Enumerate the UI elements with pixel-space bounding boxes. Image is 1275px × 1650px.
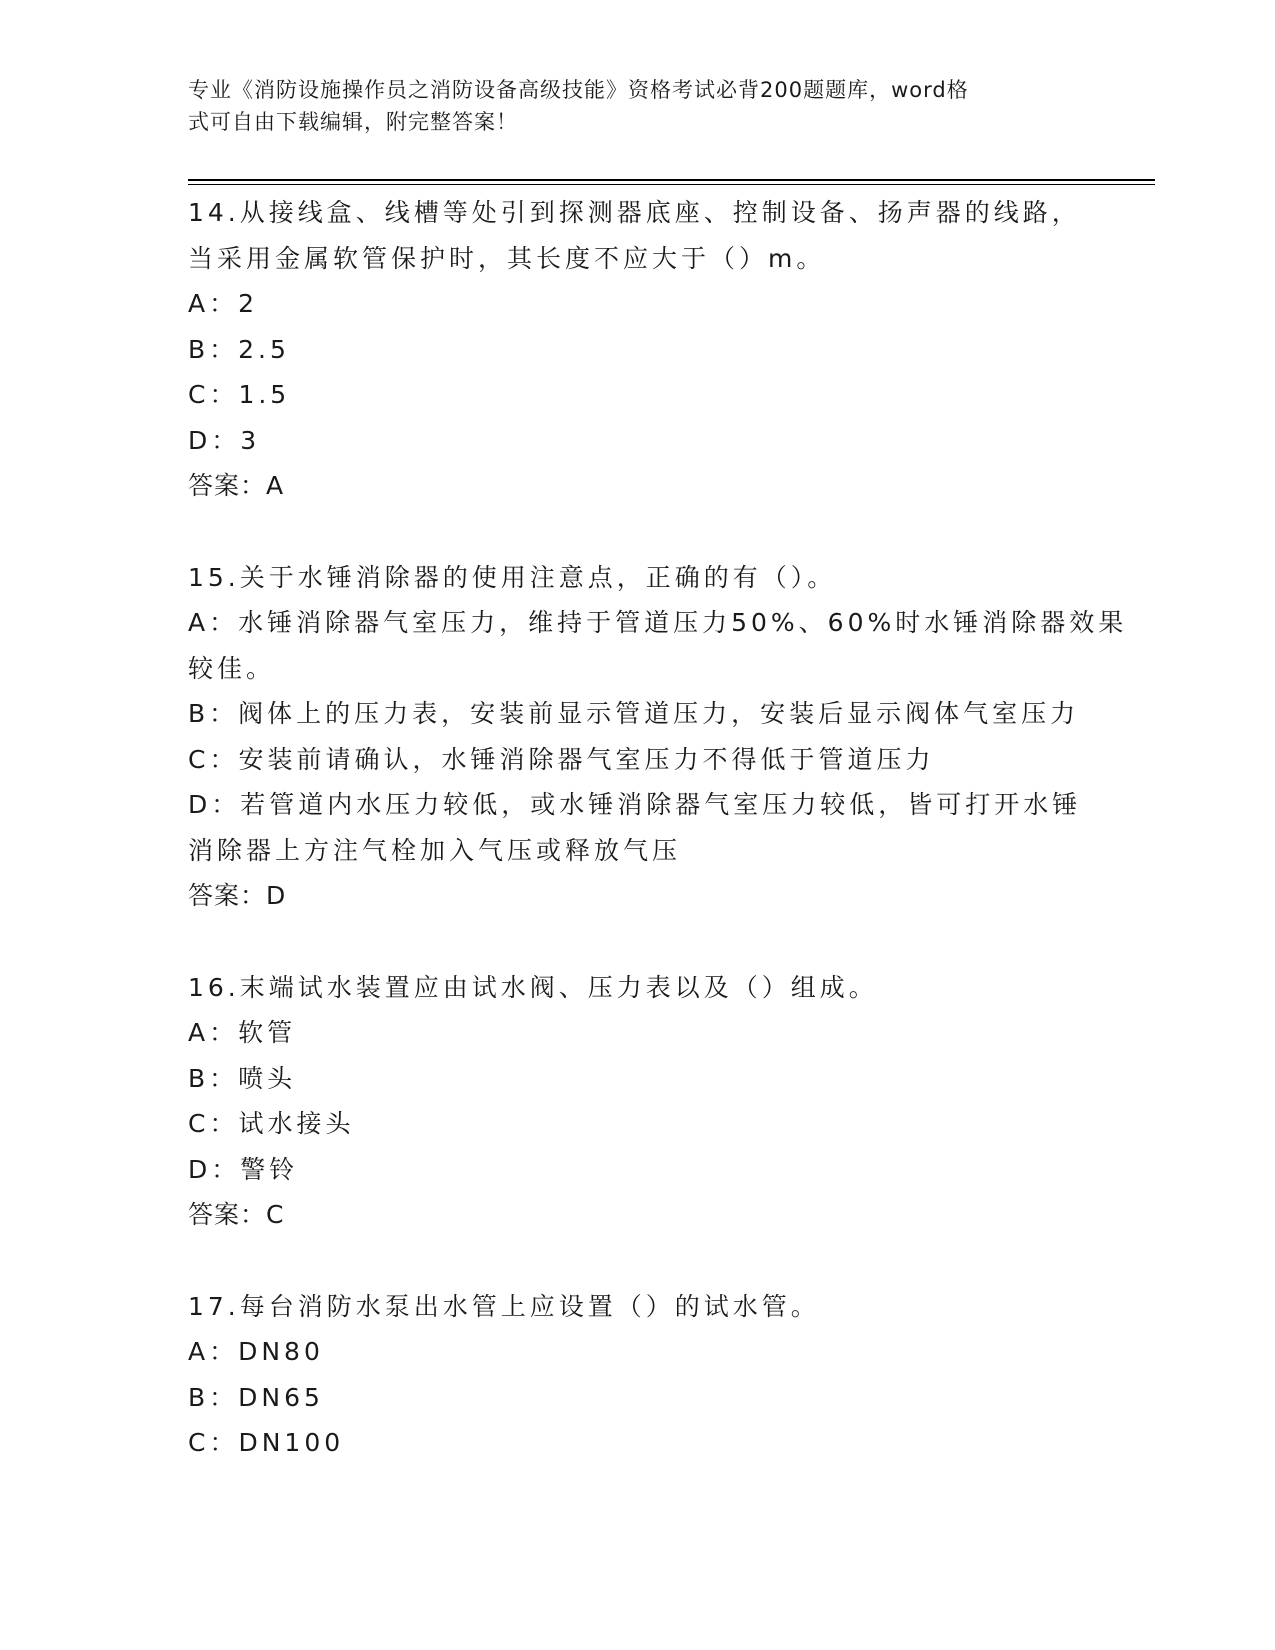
question-stem: 15.关于水锤消除器的使用注意点，正确的有（）。 [188, 562, 837, 592]
answer-option: B：喷头 [188, 1063, 297, 1093]
answer-option: D：警铃 [188, 1154, 299, 1184]
question-stem: 当采用金属软管保护时，其长度不应大于（）m。 [188, 243, 826, 273]
answer-option: C：DN100 [188, 1428, 345, 1457]
answer-option: 较佳。 [188, 653, 276, 683]
question-block [188, 555, 1128, 919]
answer-key: 答案：D [188, 881, 287, 910]
question-block [188, 190, 1088, 509]
answer-option: 消除器上方注气栓加入气压或释放气压 [188, 835, 682, 865]
question-stem: 16.末端试水装置应由试水阀、压力表以及（）组成。 [188, 972, 878, 1002]
answer-option: A：DN80 [188, 1337, 324, 1366]
document-header [188, 74, 1068, 138]
header-divider-thick [188, 179, 1155, 181]
answer-key: 答案：C [188, 1200, 285, 1229]
answer-option: A：水锤消除器气室压力，维持于管道压力50%、60%时水锤消除器效果 [188, 608, 1128, 637]
answer-option: B：DN65 [188, 1382, 324, 1412]
answer-option: C：安装前请确认，水锤消除器气室压力不得低于管道压力 [188, 744, 935, 774]
answer-option: D：3 [188, 425, 261, 455]
question-block [188, 1284, 1088, 1466]
answer-key: 答案：A [188, 471, 285, 500]
question-list [188, 190, 1128, 1466]
answer-option: C：试水接头 [188, 1109, 355, 1138]
header-line-1: 专业《消防设施操作员之消防设备高级技能》资格考试必背200题题库，word格 [188, 78, 969, 102]
answer-option: B：阀体上的压力表，安装前显示管道压力，安装后显示阀体气室压力 [188, 699, 1080, 728]
answer-option: A：2 [188, 289, 259, 318]
header-divider-thin [188, 184, 1155, 185]
answer-option: A：软管 [188, 1018, 297, 1047]
header-line-2: 式可自由下载编辑，附完整答案！ [188, 110, 518, 134]
question-stem: 14.从接线盒、线槽等处引到探测器底座、控制设备、扬声器的线路， [188, 198, 1081, 227]
question-spacer [188, 1238, 1088, 1284]
answer-option: C：1.5 [188, 380, 291, 409]
question-stem: 17.每台消防水泵出水管上应设置（）的试水管。 [188, 1291, 820, 1321]
question-spacer [188, 919, 1088, 965]
answer-option: D：若管道内水压力较低，或水锤消除器气室压力较低，皆可打开水锤 [188, 790, 1082, 819]
answer-option: B：2.5 [188, 334, 290, 364]
question-block [188, 965, 1088, 1238]
question-spacer [188, 509, 1088, 555]
